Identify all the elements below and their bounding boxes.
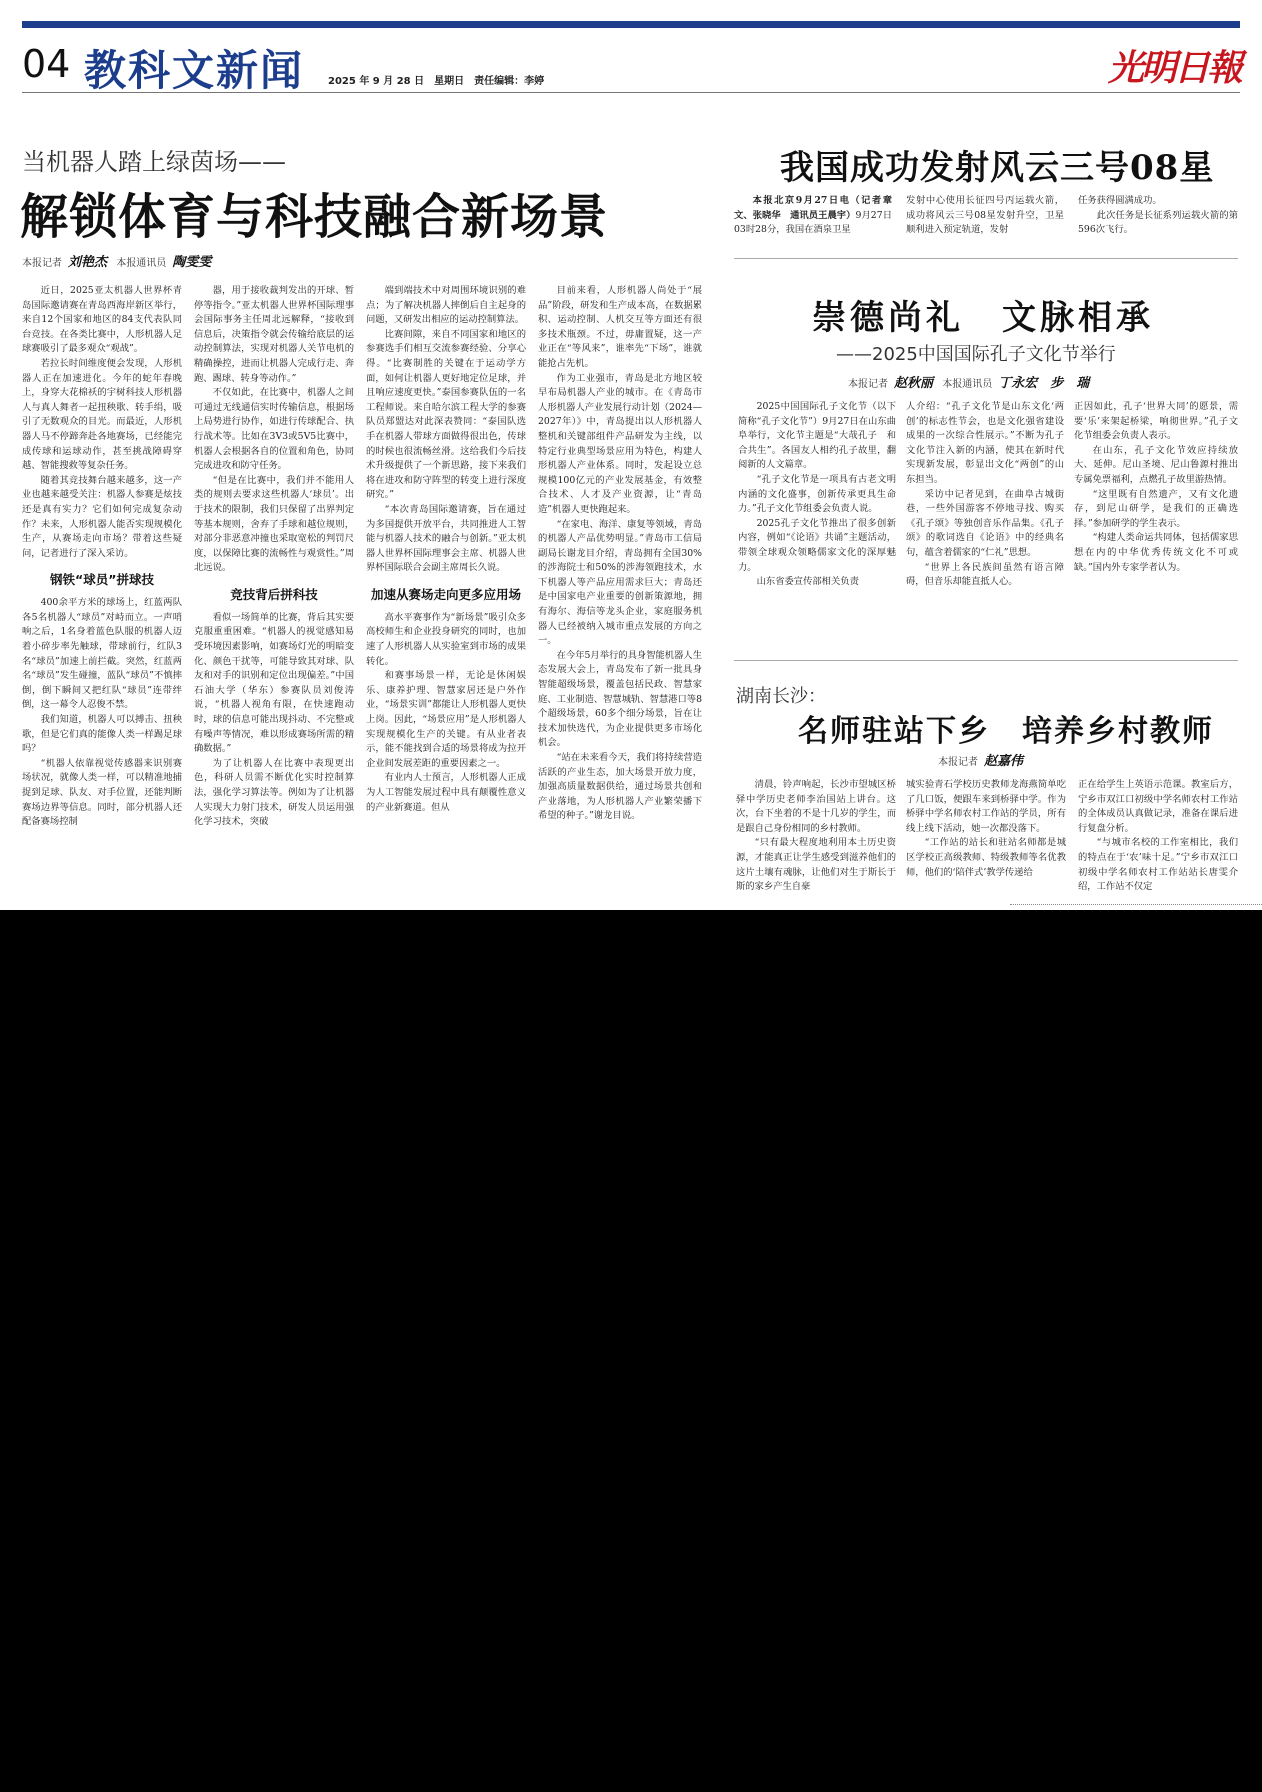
byline-label: 本报通讯员 [942,379,993,390]
paragraph: “工作站的站长和驻站名师都是城区学校正高级教师、特级教师等名优教师，他们的‘陪伴式’教学传递给 [906,837,1066,878]
story3-column-3 [1074,400,1238,622]
paragraph: 采访中记者见到，在曲阜古城街巷，一些外国游客不停地寻找、购买《孔子颂》等独创音乐作品集。《孔子颂》的歌词选自《论语》中的经典名句，蕴含着儒家的“仁礼”思想。 [906,488,1064,558]
paragraph: “这里既有自然遗产，又有文化遗存，到尼山研学，是我们的正确选择。”参加研学的学生表示。 [1074,488,1238,529]
paragraph: 若拉长时间维度便会发现，人形机器人正在加速进化。今年的蛇年春晚上，身穿大花棉袄的宇树科技人形机器人与真人舞者一起扭秧歌、转手绢，吸引了无数观众的目光。而最近，人形机器人马不停蹄奔赴各地赛场，已经能完成传球和运球动作，甚至挑战障碍穿越、智能搜救等复杂任务。 [22,357,182,472]
story2-headline: 我国成功发射风云三号08星 [780,148,1215,188]
story1-headline: 解锁体育与科技融合新场景 [20,189,609,245]
paragraph: 人介绍：“孔子文化节是山东文化‘两创’的标志性节会，也是文化强省建设成果的一次综合性展示。”不断为孔子文化节注入新的内涵，使其在新时代实现新发展，彰显出文化“两创”的山东担当。 [906,401,1064,485]
story2-column-2 [906,194,1064,242]
story1-column-2 [194,284,354,906]
byline-name: 丁永宏 步 瑞 [998,376,1090,391]
story3-column-1 [738,400,896,622]
paragraph: 清晨，铃声响起，长沙市望城区桥驿中学历史老师李治国站上讲台。这次，台下坐着的不是十几岁的学生，而是跟自己身份相同的乡村教师。 [736,779,896,834]
byline-name: 赵嘉伟 [984,754,1024,769]
masthead-top-bar [22,21,1240,28]
paragraph: 2025孔子文化节推出了很多创新内容，例如“《论语》共诵”主题活动，带领全球观众领略儒家文化的深厚魅力。 [738,517,896,573]
paragraph: 为了让机器人在比赛中表现更出色，科研人员需不断优化实时控制算法，强化学习算法等。例如为了让机器人实现大力射门技术，研发人员运用强化学习技术，突破 [194,757,354,828]
story3-headline: 崇德尚礼 文脉相承 [812,298,1154,338]
paragraph: “在家电、海洋、康复等领域，青岛的机器人产品优势明显。”青岛市工信局副局长谢龙目介绍，青岛拥有全国30%的涉海院士和50%的涉海领跑技术，水下机器人等产品应用需求巨大；青岛还是中国家电产业重要的创新策源地，拥有海尔、海信等龙头企业，家庭服务机器人已经被纳入城市重点发展的方向之一。 [538,518,702,647]
paragraph: 比赛间隙，来自不同国家和地区的参赛选手们相互交流参赛经验、分享心得。“比赛制胜的关键在于运动学方面，如何让机器人更好地定位足球，并且响应速度更快。”泰国参赛队伍的一名工程师说。来自哈尔滨工程大学的参赛队员郑盟达对此深表赞同：“泰国队选手在机器人带球方面做得很出色，传球的时候也很流畅丝滑。这给我们今后技术升级提供了一个新思路，接下来我们将在进攻和防守阵型的转变上进行深度研究。” [366,328,526,501]
newspaper-logo: 光明日報 [1107,47,1240,89]
byline-label: 本报记者 [938,757,978,768]
page-number: 04 [22,42,71,86]
paragraph: “机器人依靠视觉传感器来识别赛场状况，就像人类一样，可以精准地捕捉到足球、队友、对手位置，还能判断赛场边界等信息。同时，部分机器人还配备赛场控制 [22,757,182,828]
paragraph: 我们知道，机器人可以搏击、扭秧歌，但是它们真的能像人类一样踢足球吗？ [22,714,182,755]
paragraph: “世界上各民族间虽然有语言障碍，但音乐却能直抵人心。 [906,561,1064,588]
paragraph: 山东省委宣传部相关负责 [756,576,859,588]
paragraph: 器，用于接收裁判发出的开球、暂停等指令。”亚太机器人世界杯国际理事会国际事务主任周北远解释，“接收到信息后，决策指令就会传输给底层的运动控制算法，实现对机器人关节电机的精确操控，进而让机器人完成行走、奔跑、踢球、转身等动作。” [194,285,354,384]
subheading: 竞技背后拼科技 [230,586,318,602]
story3-subheadline: ——2025中国国际孔子文化节举行 [836,344,1116,365]
paragraph: 近日，2025亚太机器人世界杯青岛国际邀请赛在青岛西海岸新区举行，来自12个国家和地区的84支代表队同台竞技。在各类比赛中，人形机器人足球赛吸引了最多观众“观战”。 [22,285,182,355]
story2-column-3 [1078,194,1238,242]
paragraph: 正在给学生上英语示范课。教室后方，宁乡市双江口初级中学名师农村工作站的全体成员认真做记录，准备在课后进行复盘分析。 [1078,779,1238,834]
paragraph: 此次任务是长征系列运载火箭的第596次飞行。 [1078,209,1238,236]
paragraph: 正因如此，孔子‘世界大同’的愿景，需要‘乐’来架起桥梁，响彻世界。”孔子文化节组委会负责人表示。 [1074,401,1238,442]
story2-column-1 [734,194,892,242]
byline-name: 赵秋丽 [894,376,934,391]
paragraph: 不仅如此，在比赛中，机器人之间可通过无线通信实时传输信息，根据场上局势进行协作，如进行传球配合、执行战术等。比如在3V3或5V5比赛中，机器人会根据各自的位置和角色，协同完成进攻和防守任务。 [194,387,354,472]
story4-kicker: 湖南长沙： [736,686,826,707]
paragraph: 目前来看，人形机器人尚处于“展品”阶段，研发和生产成本高，在数据累积、运动控制、人机交互等方面还有很多技术瓶颈。不过，毋庸置疑，这一产业正在“等风来”，谁率先“下场”，谁就能抢占先机。 [538,285,702,369]
paragraph: 在山东，孔子文化节效应持续放大、延伸。尼山圣境、尼山鲁源村推出专属免票福利，点燃孔子故里游热情。 [1074,444,1238,485]
byline-label: 本报记者 [848,379,888,390]
paragraph: 有业内人士预言，人形机器人正成为人工智能发展过程中具有颠覆性意义的产业新赛道。但从 [366,772,526,813]
subheading: 钢铁“球员”拼球技 [50,572,154,588]
story1-byline [22,251,217,270]
paragraph: 高水平赛事作为“新场景”吸引众多高校师生和企业投身研究的同时，也加速了人形机器人从实验室到市场的成果转化。 [366,611,526,667]
story4-column-2 [906,778,1066,908]
divider [734,660,1238,661]
byline-label: 本报通讯员 [116,258,167,269]
paragraph: 城实验青石学校历史教师龙海燕简单吃了几口饭，便跟车来到桥驿中学。作为桥驿中学名师农村工作站的学员，所有线上线下活动，她一次都没落下。 [906,779,1066,834]
paragraph: “孔子文化节是一项具有古老文明内涵的文化盛事，创新传承更具生命力。”孔子文化节组委会负责人说。 [738,473,896,515]
paragraph: 在今年5月举行的具身智能机器人生态发展大会上，青岛发布了新一批具身智能超级场景，覆盖包括民政、智慧家庭、工业制造、智慧城轨、智慧港口等8个超级场景，60多个细分场景，旨在让技术加快选代，为企业提供更多市场化机会。 [538,649,702,749]
story4-byline [938,750,1029,769]
story1-column-3 [366,284,526,906]
paragraph: 任务获得圆满成功。 [1078,195,1162,206]
dateline: 本报北京9月27日电（记者章文、张晓华 通讯员王晨宇） [734,195,892,221]
paragraph: “构建人类命运共同体，包括儒家思想在内的中华优秀传统文化不可或缺。”国内外专家学者认为。 [1074,532,1238,573]
paragraph: 看似一场简单的比赛，背后其实要克服重重困难。“机器人的视觉感知易受环境因素影响，如赛场灯光的明暗变化、颜色干扰等，可能导致其对球、队友和对手的识别和定位出现偏差。”中国石油大学（华东）参赛队员刘俊涛说，“机器人视角有限，在快速跑动时，球的信息可能出现抖动、不完整或有噪声等情况，难以形成赛场所需的精确数据。” [194,611,354,755]
story1-kicker: 当机器人踏上绿茵场—— [22,148,286,176]
paragraph: 400余平方米的球场上，红蓝两队各5名机器人“球员”对峙而立。一声哨响之后，1名身着蓝色队服的机器人迈着小碎步率先触球，带球前行，红队3名“球员”加速上前拦截。突然，红蓝两名“球员”发生碰撞，蓝队“球员”不慎摔倒，倒下瞬间又把红队“球员”连带绊倒，这一幕令人忍俊不禁。 [22,597,182,711]
story4-column-3 [1078,778,1238,908]
paragraph: 端到端技术中对周围环境识别的难点；为了解决机器人摔倒后自主起身的问题，又研发出相应的运动控制算法。 [366,285,526,326]
issue-meta: 2025 年 9 月 28 日 星期日 责任编辑：李婷 [328,76,545,87]
masthead [22,36,1240,93]
paragraph: 作为工业强市，青岛是北方地区较早布局机器人产业的城市。在《青岛市人形机器人产业发展行动计划（2024—2027年）》中，青岛提出以人形机器人整机和关键部组件产品研发为主线，以特定行业典型场景应用为特色，构建人形机器人产业体系。同时，发起设立总规模100亿元的产业发展基金，有效整合技术、人才及产业资源，让“青岛造”机器人更快跑起来。 [538,372,702,515]
byline-label: 本报记者 [22,258,62,269]
divider [734,258,1238,259]
paragraph [734,194,892,238]
byline-name: 刘艳杰 [68,255,108,270]
section-title: 教科文新闻 [84,46,305,95]
story4-headline: 名师驻站下乡 培养乡村教师 [798,714,1214,749]
paragraph-text: 9月27日03时28分，我国在酒泉卫星 [734,209,892,236]
paragraph: “站在未来看今天，我们将持续营造活跃的产业生态，加大场景开放力度，加强高质量数据供给，通过场景共创和产业落地，为人形机器人产业繁荣播下希望的种子。”谢龙目说。 [538,752,702,822]
story4-column-1 [736,778,896,908]
paragraph: 发射中心使用长征四号丙运载火箭，成功将风云三号08星发射升空，卫星顺利进入预定轨道，发射 [906,195,1064,236]
page-cut-edge [1010,904,1262,905]
byline-name: 陶雯雯 [172,255,212,270]
paragraph: “只有最大程度地利用本土历史资源，才能真正让学生感受到滋养他们的这片土壤有魂脉，让他们对生于斯长于斯的家乡产生自豪 [736,837,896,893]
story3-column-2 [906,400,1064,622]
story1-column-4 [538,284,702,906]
paragraph: 和赛事场景一样，无论是休闲娱乐、康养护理、智慧家居还是户外作业，“场景实训”都能让人形机器人更快上岗。因此，“场景应用”是人形机器人实现规模化生产的关键。有从业者表示，能不能找到合适的场景将成为拉开企业间发展差距的重要因素之一。 [366,670,526,769]
subheading: 加速从赛场走向更多应用场 [370,586,521,602]
paragraph: 随着其竞技舞台越来越多，这一产业也越来越受关注：机器人参赛是炫技还是真有实力？它们如何完成复杂动作？未来，人形机器人能否实现规模化生产，从赛场走向市场？带着这些疑问，记者进行了深入采访。 [22,474,182,559]
paragraph: “但是在比赛中，我们并不能用人类的规则去要求这些机器人‘球员’。出于技术的限制，我们只保留了出界判定等基本规则，舍弃了手球和越位规则，对部分非恶意冲撞也采取宽松的判罚尺度，以保障比赛的流畅性与观赏性。”周北远说。 [194,474,354,574]
paragraph: 2025中国国际孔子文化节（以下简称“孔子文化节”）9月27日在山东曲阜举行，文化节主题是“大哉孔子 和合共生”。各国友人相约孔子故里，翻阅新的人文篇章。 [738,401,896,471]
story1-column-1 [22,284,182,906]
paragraph: “与城市名校的工作室相比，我们的特点在于‘农’味十足。”宁乡市双江口初级中学名师农村工作站站长唐雯介绍，工作站不仅定 [1078,837,1238,893]
paragraph: “本次青岛国际邀请赛，旨在通过为多国提供开放平台，共同推进人工智能与机器人技术的融合与创新。”亚太机器人世界杯国际理事会主席、机器人世界杯国际联合会副主席周长久说。 [366,503,526,574]
story3-byline [848,372,1095,391]
